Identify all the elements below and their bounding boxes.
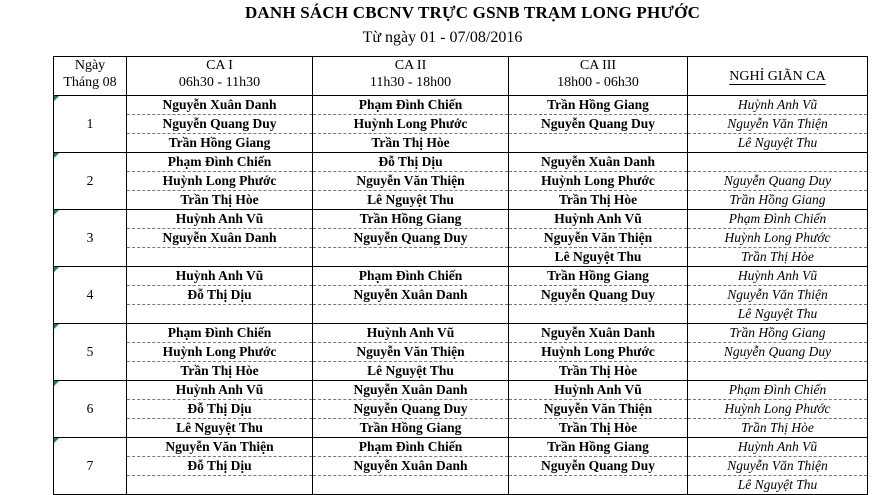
shift-1-cell[interactable] [127,248,313,267]
shift-1-cell[interactable]: Đỗ Thị Dịu [127,457,313,476]
table-row [54,305,868,324]
shift-1-cell[interactable]: Nguyễn Xuân Danh [127,96,313,115]
shift-1-cell[interactable] [127,476,313,495]
header-shift-1 [127,57,313,96]
rest-cell[interactable]: Huỳnh Anh Vũ [688,96,868,115]
table-row [54,400,868,419]
rest-cell[interactable]: Nguyễn Quang Duy [688,172,868,191]
shift-3-cell[interactable]: Trần Thị Hòe [509,362,688,381]
table-row [54,96,868,115]
shift-3-cell[interactable]: Nguyễn Xuân Danh [509,153,688,172]
table-row [54,324,868,343]
header-shift-2 [313,57,509,96]
table-row [54,286,868,305]
shift-1-cell[interactable]: Trần Hồng Giang [127,134,313,153]
day-cell[interactable]: 1 [54,96,127,153]
header-day [54,57,127,96]
shift-1-cell[interactable]: Trần Thị Hòe [127,362,313,381]
header-row [54,57,868,96]
rest-cell[interactable]: Nguyễn Văn Thiện [688,457,868,476]
header-shift-2-time: 11h30 - 18h00 [369,75,452,90]
table-row [54,476,868,495]
shift-3-cell[interactable]: Trần Thị Hòe [509,419,688,438]
shift-2-cell[interactable] [313,305,509,324]
shift-1-cell[interactable]: Phạm Đình Chiến [127,324,313,343]
rest-cell[interactable]: Huỳnh Anh Vũ [688,438,868,457]
header-rest [688,57,868,96]
header-shift-1-name: CA I [206,58,233,73]
rest-cell[interactable]: Phạm Đình Chiến [688,381,868,400]
shift-3-cell[interactable]: Lê Nguyệt Thu [509,248,688,267]
shift-1-cell[interactable]: Nguyễn Xuân Danh [127,229,313,248]
shift-3-cell[interactable]: Nguyễn Xuân Danh [509,324,688,343]
shift-3-cell[interactable]: Huỳnh Long Phước [509,343,688,362]
shift-3-cell[interactable]: Trần Thị Hòe [509,191,688,210]
shift-1-cell[interactable]: Phạm Đình Chiến [127,153,313,172]
header-day-line2: Tháng 08 [63,75,117,90]
rest-cell[interactable]: Trần Thị Hòe [688,248,868,267]
table-row [54,172,868,191]
rest-cell[interactable]: Trần Thị Hòe [688,419,868,438]
header-shift-3 [509,57,688,96]
shift-3-cell[interactable]: Nguyễn Quang Duy [509,286,688,305]
rest-cell[interactable]: Phạm Đình Chiến [688,210,868,229]
shift-3-cell[interactable] [509,305,688,324]
rest-cell[interactable]: Nguyễn Quang Duy [688,343,868,362]
shift-2-cell[interactable]: Trần Thị Hòe [313,134,509,153]
shift-3-cell[interactable]: Huỳnh Anh Vũ [509,210,688,229]
shift-2-cell[interactable]: Nguyễn Xuân Danh [313,381,509,400]
rest-cell[interactable]: Huỳnh Long Phước [688,400,868,419]
shift-2-cell[interactable]: Trần Hồng Giang [313,419,509,438]
shift-1-cell[interactable] [127,305,313,324]
shift-2-cell[interactable]: Trần Hồng Giang [313,210,509,229]
table-row [54,115,868,134]
shift-2-cell[interactable]: Nguyễn Quang Duy [313,400,509,419]
shift-1-cell[interactable]: Huỳnh Anh Vũ [127,210,313,229]
day-cell[interactable]: 7 [54,438,127,495]
table-row [54,438,868,457]
table-row [54,134,868,153]
shift-2-cell[interactable]: Nguyễn Văn Thiện [313,172,509,191]
table-row [54,362,868,381]
table-row [54,229,868,248]
rest-cell[interactable]: Huỳnh Long Phước [688,229,868,248]
shift-1-cell[interactable]: Trần Thị Hòe [127,191,313,210]
table-row [54,457,868,476]
shift-1-cell[interactable]: Huỳnh Long Phước [127,343,313,362]
shift-1-cell[interactable]: Đỗ Thị Dịu [127,400,313,419]
shift-2-cell[interactable]: Phạm Đình Chiến [313,96,509,115]
rest-cell[interactable]: Trần Hồng Giang [688,191,868,210]
shift-1-cell[interactable]: Lê Nguyệt Thu [127,419,313,438]
rest-cell[interactable]: Nguyễn Văn Thiện [688,115,868,134]
shift-3-cell[interactable] [509,476,688,495]
header-shift-3-name: CA III [579,58,617,73]
date-range-subtitle [0,29,885,47]
shift-3-cell[interactable]: Nguyễn Quang Duy [509,457,688,476]
shift-3-cell[interactable] [509,134,688,153]
rest-cell[interactable]: Nguyễn Văn Thiện [688,286,868,305]
table-row [54,210,868,229]
shift-2-cell[interactable]: Phạm Đình Chiến [313,267,509,286]
document-title [0,3,885,23]
shift-2-cell[interactable]: Lê Nguyệt Thu [313,191,509,210]
shift-2-cell[interactable] [313,476,509,495]
shift-1-cell[interactable]: Huỳnh Long Phước [127,172,313,191]
rest-cell[interactable] [688,362,868,381]
shift-2-cell[interactable]: Nguyễn Xuân Danh [313,286,509,305]
rest-cell[interactable]: Lê Nguyệt Thu [688,476,868,495]
shift-2-cell[interactable]: Huỳnh Anh Vũ [313,324,509,343]
rest-cell[interactable]: Trần Hồng Giang [688,324,868,343]
shift-2-cell[interactable]: Nguyễn Văn Thiện [313,343,509,362]
shift-3-cell[interactable]: Trần Hồng Giang [509,438,688,457]
day-cell[interactable]: 6 [54,381,127,438]
document-title-text: DANH SÁCH CBCNV TRỰC GSNB TRẠM LONG PHƯỚC [244,3,701,22]
shift-2-cell[interactable]: Nguyễn Quang Duy [313,229,509,248]
shift-2-cell[interactable]: Đỗ Thị Dịu [313,153,509,172]
header-rest-label: NGHỈ GIÃN CA [729,68,826,84]
rest-cell[interactable] [688,153,868,172]
rest-cell[interactable]: Lê Nguyệt Thu [688,305,868,324]
shift-1-cell[interactable]: Huỳnh Anh Vũ [127,381,313,400]
shift-2-cell[interactable]: Lê Nguyệt Thu [313,362,509,381]
table-row [54,267,868,286]
date-range-text: Từ ngày 01 - 07/08/2016 [362,29,523,46]
day-cell[interactable]: 3 [54,210,127,267]
shift-2-cell[interactable]: Nguyễn Xuân Danh [313,457,509,476]
header-shift-1-time: 06h30 - 11h30 [178,75,261,90]
shift-2-cell[interactable] [313,248,509,267]
shift-3-cell[interactable]: Nguyễn Văn Thiện [509,229,688,248]
shift-1-cell[interactable]: Huỳnh Anh Vũ [127,267,313,286]
shift-1-cell[interactable]: Nguyễn Quang Duy [127,115,313,134]
table-row [54,191,868,210]
header-shift-2-name: CA II [394,58,427,73]
table-row [54,343,868,362]
duty-roster-table [53,56,868,495]
header-day-line1: Ngày [74,58,106,73]
day-cell[interactable]: 4 [54,267,127,324]
rest-cell[interactable]: Huỳnh Anh Vũ [688,267,868,286]
shift-1-cell[interactable]: Nguyễn Văn Thiện [127,438,313,457]
shift-3-cell[interactable]: Trần Hồng Giang [509,267,688,286]
table-row [54,153,868,172]
shift-3-cell[interactable]: Trần Hồng Giang [509,96,688,115]
shift-2-cell[interactable]: Huỳnh Long Phước [313,115,509,134]
table-row [54,248,868,267]
shift-3-cell[interactable]: Nguyễn Quang Duy [509,115,688,134]
rest-cell[interactable]: Lê Nguyệt Thu [688,134,868,153]
shift-1-cell[interactable]: Đỗ Thị Dịu [127,286,313,305]
day-cell[interactable]: 2 [54,153,127,210]
shift-3-cell[interactable]: Nguyễn Văn Thiện [509,400,688,419]
table-row [54,381,868,400]
shift-3-cell[interactable]: Huỳnh Long Phước [509,172,688,191]
shift-2-cell[interactable]: Phạm Đình Chiến [313,438,509,457]
day-cell[interactable]: 5 [54,324,127,381]
table-row [54,419,868,438]
header-shift-3-time: 18h00 - 06h30 [557,75,639,90]
shift-3-cell[interactable]: Huỳnh Anh Vũ [509,381,688,400]
